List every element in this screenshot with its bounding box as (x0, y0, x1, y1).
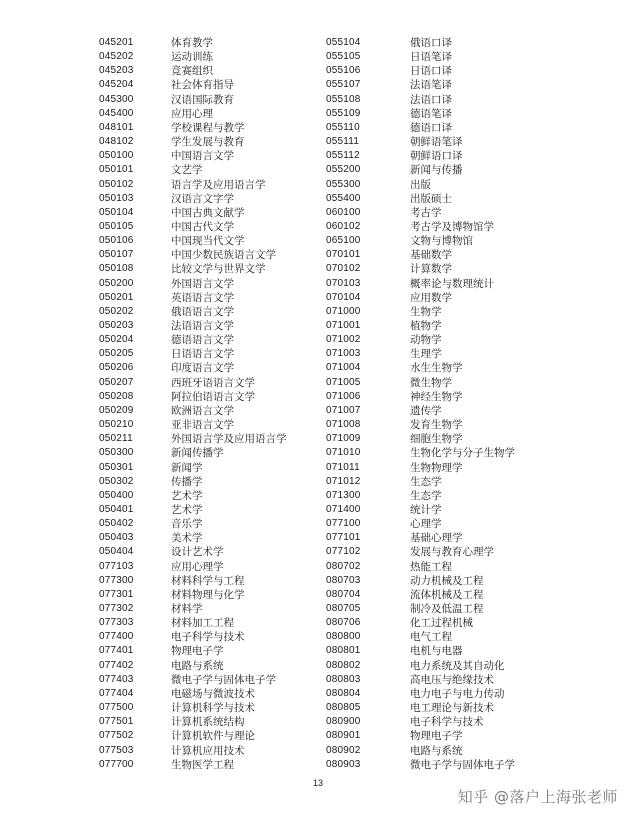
subject-name: 生物物理学 (410, 461, 463, 474)
subject-code: 050301 (99, 461, 134, 473)
subject-code: 071003 (326, 348, 361, 360)
subject-name: 比较文学与世界文学 (171, 263, 266, 276)
subject-code: 055105 (326, 51, 361, 63)
subject-code: 077500 (99, 702, 134, 714)
subject-code: 050101 (99, 164, 134, 176)
subject-name: 西班牙语语言文学 (171, 376, 255, 389)
subject-code: 050106 (99, 235, 134, 247)
subject-name: 中国语言文学 (171, 150, 234, 163)
subject-name: 汉语国际教育 (171, 93, 234, 106)
subject-name: 热能工程 (410, 560, 452, 573)
subject-name: 中国古典文献学 (171, 206, 245, 219)
table-row (0, 404, 636, 418)
subject-name: 电路与系统 (171, 659, 224, 672)
subject-name: 新闻学 (171, 461, 203, 474)
subject-code: 050103 (99, 192, 134, 204)
subject-code: 080900 (326, 716, 361, 728)
subject-name: 电气工程 (410, 631, 452, 644)
subject-name: 电子科学与技术 (171, 631, 245, 644)
table-row (0, 149, 636, 163)
subject-name: 遗传学 (410, 404, 442, 417)
subject-name: 俄语语言文学 (171, 305, 234, 318)
subject-name: 外国语言学及应用语言学 (171, 433, 287, 446)
subject-name: 汉语言文字学 (171, 192, 234, 205)
subject-name: 朝鲜语笔译 (410, 136, 463, 149)
subject-name: 文艺学 (171, 164, 203, 177)
subject-code: 080802 (326, 659, 361, 671)
subject-code: 071009 (326, 433, 361, 445)
subject-name: 文物与博物馆 (410, 235, 473, 248)
subject-code: 055300 (326, 178, 361, 190)
table-row (0, 121, 636, 135)
subject-code: 050400 (99, 489, 134, 501)
page-number: 13 (312, 778, 323, 788)
subject-code: 055200 (326, 164, 361, 176)
subject-name: 材料学 (171, 603, 203, 615)
subject-name: 基础数学 (410, 249, 452, 262)
subject-name: 发展与教育心理学 (410, 546, 494, 559)
subject-code: 071008 (326, 419, 361, 431)
subject-code: 077400 (99, 631, 134, 643)
subject-code: 045300 (99, 93, 134, 105)
table-row (0, 333, 636, 347)
subject-code: 060100 (326, 206, 361, 218)
table-row (0, 262, 636, 276)
table-row (0, 489, 636, 503)
subject-name: 新闻与传播 (410, 164, 463, 177)
subject-name: 材料加工工程 (171, 617, 234, 630)
subject-code: 050209 (99, 404, 134, 416)
table-row (0, 418, 636, 432)
subject-code: 077303 (99, 617, 134, 629)
table-row (0, 517, 636, 531)
subject-code: 055108 (326, 93, 361, 105)
table-row (0, 390, 636, 404)
subject-name: 化工过程机械 (410, 617, 473, 630)
subject-name: 电力系统及其自动化 (410, 659, 505, 672)
subject-name: 生态学 (410, 489, 442, 502)
subject-code: 048102 (99, 136, 134, 148)
table-row (0, 715, 636, 729)
subject-code: 050102 (99, 178, 134, 190)
subject-name: 电磁场与微波技术 (171, 687, 255, 700)
table-row (0, 560, 636, 574)
subject-name: 亚非语言文学 (171, 419, 234, 432)
subject-code: 055111 (326, 136, 360, 148)
subject-name: 植物学 (410, 320, 442, 332)
subject-name: 发育生物学 (410, 419, 463, 432)
table-row (0, 531, 636, 545)
table-row (0, 234, 636, 248)
subject-name: 计算机系统结构 (171, 716, 245, 729)
subject-code: 077502 (99, 730, 134, 742)
table-row (0, 432, 636, 446)
subject-name: 出版硕士 (410, 192, 452, 205)
subject-name: 印度语言文学 (171, 362, 234, 375)
subject-code: 050300 (99, 447, 134, 459)
subject-name: 设计艺术学 (171, 546, 224, 559)
subject-code: 071400 (326, 503, 361, 515)
subject-code: 077101 (326, 532, 361, 544)
table-row (0, 588, 636, 602)
subject-code: 080903 (326, 758, 361, 770)
table-row (0, 446, 636, 460)
subject-name: 计算机科学与技术 (171, 702, 255, 715)
subject-name: 音乐学 (171, 518, 203, 531)
subject-code: 077103 (99, 560, 134, 572)
subject-name: 动物学 (410, 334, 442, 347)
table-row (0, 602, 636, 616)
table-row (0, 50, 636, 64)
subject-name: 考古学 (410, 206, 442, 219)
subject-name: 德语语言文学 (171, 334, 234, 347)
table-row (0, 574, 636, 588)
subject-name: 学生发展与教育 (171, 136, 245, 149)
subject-name: 生物学 (410, 305, 442, 318)
table-row (0, 545, 636, 559)
subject-name: 材料物理与化学 (171, 588, 245, 601)
subject-code: 065100 (326, 235, 361, 247)
table-row (0, 305, 636, 319)
table-row (0, 744, 636, 758)
subject-name: 流体机械及工程 (410, 588, 484, 601)
subject-code: 050105 (99, 220, 134, 232)
subject-code: 080703 (326, 574, 361, 586)
subject-code: 080805 (326, 702, 361, 714)
table-row (0, 291, 636, 305)
subject-name: 中国少数民族语言文学 (171, 249, 276, 262)
subject-name: 高电压与绝缘技术 (410, 673, 494, 686)
subject-code: 050210 (99, 419, 134, 431)
subject-name: 学校课程与教学 (171, 121, 245, 134)
subject-name: 欧洲语言文学 (171, 404, 234, 417)
subject-code: 050402 (99, 518, 134, 530)
subject-code: 071000 (326, 305, 361, 317)
table-row (0, 630, 636, 644)
subject-name: 应用心理 (171, 107, 213, 120)
subject-code: 077100 (326, 518, 361, 530)
subject-code: 045204 (99, 79, 134, 91)
subject-code: 055104 (326, 37, 361, 48)
subject-code: 050202 (99, 305, 134, 317)
subject-code: 077501 (99, 716, 134, 728)
subject-name: 计算数学 (410, 263, 452, 276)
subject-name: 电子科学与技术 (410, 716, 484, 729)
subject-name: 日语语言文学 (171, 348, 234, 361)
subject-name: 统计学 (410, 503, 442, 516)
subject-name: 新闻传播学 (171, 447, 224, 460)
subject-code: 077302 (99, 603, 134, 614)
subject-name: 中国现当代文学 (171, 235, 245, 248)
subject-code: 080702 (326, 560, 361, 572)
subject-name: 基础心理学 (410, 532, 463, 545)
subject-name: 概率论与数理统计 (410, 277, 494, 290)
subject-name: 生物医学工程 (171, 758, 234, 771)
subject-code: 045203 (99, 65, 134, 77)
subject-code: 080803 (326, 673, 361, 685)
subject-code: 077300 (99, 574, 134, 586)
subject-name: 朝鲜语口译 (410, 150, 463, 163)
subject-code: 077700 (99, 758, 134, 770)
subject-code: 077301 (99, 588, 134, 600)
subject-code: 080800 (326, 631, 361, 643)
subject-code: 050401 (99, 503, 134, 515)
subject-code: 070103 (326, 277, 361, 289)
subject-name: 社会体育指导 (171, 79, 234, 92)
subject-name: 计算机应用技术 (171, 744, 245, 757)
subject-code: 050211 (99, 433, 133, 445)
subject-name: 水生生物学 (410, 362, 463, 375)
subject-code: 050203 (99, 320, 134, 331)
subject-code: 055110 (326, 121, 360, 133)
subject-code: 071010 (326, 447, 361, 459)
subject-name: 外国语言文学 (171, 277, 234, 290)
subject-name: 艺术学 (171, 503, 203, 516)
subject-name: 运动训练 (171, 51, 213, 64)
subject-code: 071004 (326, 362, 361, 374)
subject-name: 应用心理学 (171, 560, 224, 573)
subject-code: 080902 (326, 744, 361, 756)
table-row (0, 475, 636, 489)
subject-code: 050206 (99, 362, 134, 374)
subject-code: 080901 (326, 730, 361, 742)
subject-name: 语言学及应用语言学 (171, 178, 266, 191)
subject-code: 048101 (99, 121, 134, 133)
subject-name: 日语笔译 (410, 51, 452, 64)
table-row (0, 616, 636, 630)
table-row (0, 361, 636, 375)
subject-code: 070101 (326, 249, 361, 261)
subject-name: 应用数学 (410, 291, 452, 304)
table-row (0, 163, 636, 177)
subject-name: 电力电子与电力传动 (410, 687, 505, 700)
subject-name: 日语口译 (410, 65, 452, 78)
subject-code: 050100 (99, 150, 134, 162)
subject-code: 080705 (326, 603, 361, 614)
subject-name: 法语口译 (410, 93, 452, 106)
table-row (0, 78, 636, 92)
subject-code: 050302 (99, 475, 134, 487)
subject-code: 050403 (99, 532, 134, 544)
subject-code: 055109 (326, 107, 361, 119)
subject-code: 050107 (99, 249, 134, 261)
subject-name: 俄语口译 (410, 37, 452, 49)
subject-name: 电路与系统 (410, 744, 463, 757)
subject-code: 071007 (326, 404, 361, 416)
subject-code: 050108 (99, 263, 134, 275)
subject-code: 070104 (326, 291, 361, 303)
subject-name: 制冷及低温工程 (410, 603, 484, 615)
subject-name: 体育教学 (171, 37, 213, 49)
subject-code: 050205 (99, 348, 134, 360)
subject-code: 050104 (99, 206, 134, 218)
subject-code: 077102 (326, 546, 361, 558)
subject-name: 电工理论与新技术 (410, 702, 494, 715)
subject-name: 艺术学 (171, 489, 203, 502)
watermark: 知乎 @落户上海张老师 (457, 788, 618, 806)
subject-code: 077403 (99, 673, 134, 685)
subject-code: 080706 (326, 617, 361, 629)
subject-code: 071011 (326, 461, 360, 473)
table-row (0, 178, 636, 192)
subject-name: 计算机软件与理论 (171, 730, 255, 743)
table-row (0, 107, 636, 121)
subject-code: 071005 (326, 376, 361, 388)
table-row (0, 347, 636, 361)
table-row (0, 644, 636, 658)
table-row (0, 758, 636, 772)
subject-code: 050200 (99, 277, 134, 289)
table-row (0, 192, 636, 206)
table-row (0, 319, 636, 333)
subject-name: 德语笔译 (410, 107, 452, 120)
subject-code: 071300 (326, 489, 361, 501)
subject-name: 竞赛组织 (171, 65, 213, 78)
subject-name: 考古学及博物馆学 (410, 220, 494, 233)
subject-code: 050207 (99, 376, 134, 388)
subject-code: 060102 (326, 220, 361, 232)
table-row (0, 376, 636, 390)
subject-code: 050204 (99, 334, 134, 346)
subject-name: 材料科学与工程 (171, 574, 245, 587)
table-row (0, 673, 636, 687)
subject-name: 细胞生物学 (410, 433, 463, 446)
table-row (0, 36, 636, 50)
subject-name: 生物化学与分子生物学 (410, 447, 515, 460)
subject-name: 生态学 (410, 475, 442, 488)
subject-code: 071012 (326, 475, 361, 487)
table-row (0, 659, 636, 673)
table-row (0, 461, 636, 475)
subject-code: 071006 (326, 390, 361, 402)
subject-code: 080704 (326, 588, 361, 600)
table-row (0, 64, 636, 78)
table-row (0, 248, 636, 262)
subject-name: 英语语言文学 (171, 291, 234, 304)
subject-code: 080804 (326, 687, 361, 699)
subject-code: 045201 (99, 37, 134, 48)
subject-code: 055107 (326, 79, 361, 91)
subject-code: 055112 (326, 150, 360, 162)
subject-code: 080801 (326, 645, 361, 657)
subject-name: 物理电子学 (410, 730, 463, 743)
subject-code: 050208 (99, 390, 134, 402)
subject-code: 050201 (99, 291, 134, 303)
table-row (0, 206, 636, 220)
subject-code: 071002 (326, 334, 361, 346)
table-row (0, 687, 636, 701)
table-row (0, 701, 636, 715)
subject-name: 电机与电器 (410, 645, 463, 658)
subject-name: 心理学 (410, 518, 442, 531)
subject-code: 045400 (99, 107, 134, 119)
subject-code: 045202 (99, 51, 134, 63)
table-row (0, 729, 636, 743)
subject-code: 077401 (99, 645, 134, 657)
subject-name: 传播学 (171, 475, 203, 488)
subject-code: 077404 (99, 687, 134, 699)
subject-name: 中国古代文学 (171, 220, 234, 233)
table-row (0, 93, 636, 107)
subject-name: 物理电子学 (171, 645, 224, 658)
subject-name: 出版 (410, 178, 431, 191)
subject-code: 077503 (99, 744, 134, 756)
subject-name: 动力机械及工程 (410, 574, 484, 587)
subject-code: 055400 (326, 192, 361, 204)
subject-code: 071001 (326, 320, 361, 331)
subject-code: 055106 (326, 65, 361, 77)
table-row (0, 277, 636, 291)
subject-name: 法语笔译 (410, 79, 452, 92)
table-row (0, 135, 636, 149)
subject-name: 美术学 (171, 532, 203, 545)
subject-code: 050404 (99, 546, 134, 558)
subject-code: 070102 (326, 263, 361, 275)
subject-name: 微电子学与固体电子学 (410, 758, 515, 771)
subject-name: 微生物学 (410, 376, 452, 389)
subject-name: 法语语言文学 (171, 320, 234, 332)
subject-name: 微电子学与固体电子学 (171, 673, 276, 686)
subject-name: 阿拉伯语语言文学 (171, 390, 255, 403)
table-row (0, 220, 636, 234)
subject-code: 077402 (99, 659, 134, 671)
table-row (0, 503, 636, 517)
subject-name: 德语口译 (410, 121, 452, 134)
subject-name: 生理学 (410, 348, 442, 361)
subject-name: 神经生物学 (410, 390, 463, 403)
